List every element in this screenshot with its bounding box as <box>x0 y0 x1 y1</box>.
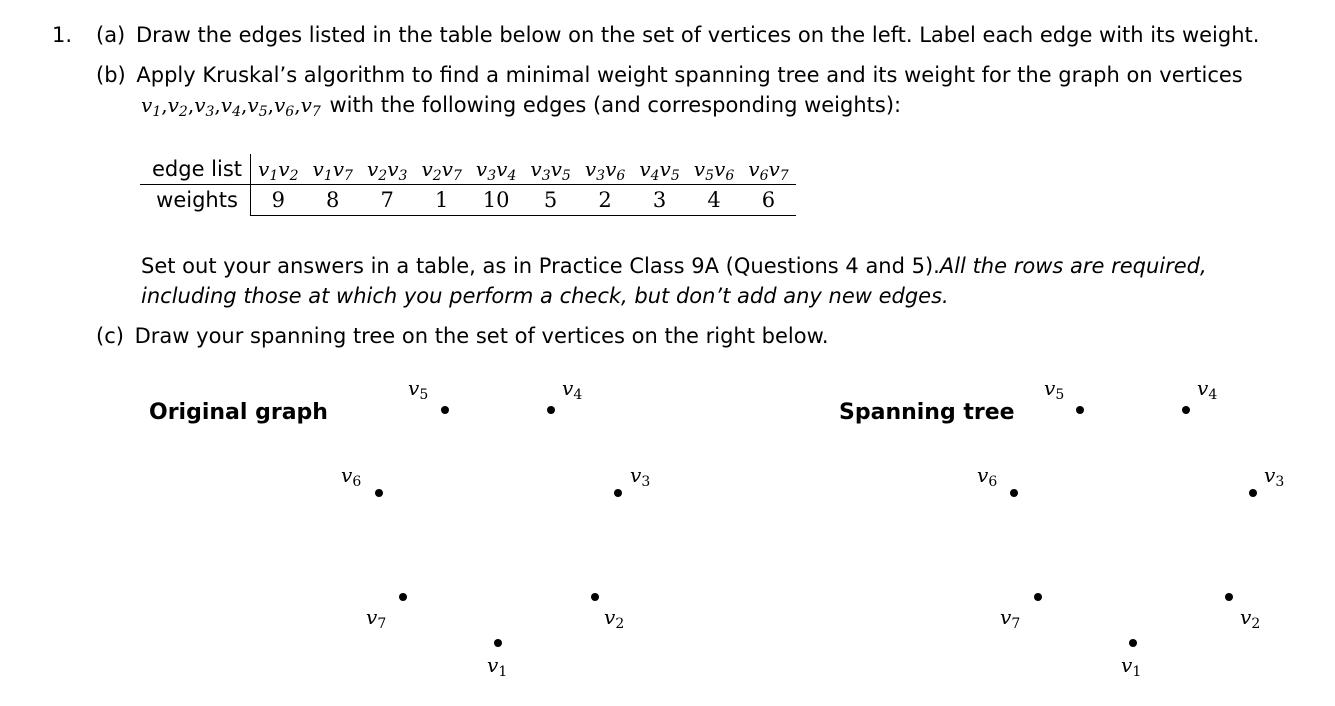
weight-cell: 2 <box>578 185 632 216</box>
vertex-list-item: $v_7$ <box>300 93 321 120</box>
part-a-text: Draw the edges listed in the table below on the set of vertices on the left. Label each edge with its weight. <box>135 23 1260 47</box>
orig-vertex-v2-label: $v_2$ <box>604 605 625 632</box>
orig-vertex-v4-dot[interactable] <box>547 406 555 414</box>
orig-vertex-v1-label: $v_1$ <box>487 653 508 680</box>
span-vertex-v2-dot[interactable] <box>1225 593 1233 601</box>
edge-cell: $v_3v_5$ <box>523 154 577 185</box>
span-vertex-v5-dot[interactable] <box>1076 406 1084 414</box>
orig-vertex-v3-label: $v_3$ <box>630 463 651 490</box>
part-c-text: Draw your spanning tree on the set of vertices on the right below. <box>134 324 829 348</box>
span-vertex-v1-dot[interactable] <box>1129 639 1137 647</box>
span-vertex-v7-dot[interactable] <box>1034 593 1042 601</box>
vertex-list-item: $v_4$ <box>220 93 242 120</box>
orig-vertex-v6-label: $v_6$ <box>341 463 362 490</box>
weights-row <box>140 185 796 216</box>
weight-cell: 7 <box>360 185 414 216</box>
instructions-italic-1: All the rows are required, <box>939 254 1207 278</box>
orig-vertex-v2-dot[interactable] <box>591 593 599 601</box>
edge-cell: $v_2v_3$ <box>360 154 414 185</box>
vertex-list-item: $v_2$ <box>167 93 188 120</box>
instructions-normal: Set out your answers in a table, as in Practice Class 9A (Questions 4 and 5). <box>141 254 940 278</box>
edge-cell: $v_5v_6$ <box>687 154 741 185</box>
vertex-list-item: $v_5$ <box>247 93 268 120</box>
part-b-line2-suffix: with the following edges (and corresponding weights): <box>329 93 902 117</box>
question-number: 1. <box>52 23 73 47</box>
edge-list-header: edge list <box>140 154 251 185</box>
span-vertex-v5-label: $v_5$ <box>1044 376 1065 403</box>
orig-vertex-v3-dot[interactable] <box>614 489 622 497</box>
weight-cell: 4 <box>687 185 741 216</box>
vertex-list: $v_1,v_2,v_3,v_4,v_5,v_6,v_7$ <box>141 93 321 120</box>
vertex-list-item: $v_6$ <box>273 93 295 120</box>
edge-cell: $v_3v_4$ <box>469 154 523 185</box>
weight-cell: 3 <box>632 185 686 216</box>
span-vertex-v6-dot[interactable] <box>1010 489 1018 497</box>
weight-cell: 5 <box>523 185 577 216</box>
orig-vertex-v5-dot[interactable] <box>441 406 449 414</box>
vertex-list-item: $v_3$ <box>194 93 215 120</box>
vertex-list-item: $v_1$ <box>141 93 162 120</box>
part-c <box>96 324 829 348</box>
span-vertex-v3-dot[interactable] <box>1249 489 1257 497</box>
edge-cell: $v_6v_7$ <box>741 154 795 185</box>
weight-cell: 6 <box>741 185 795 216</box>
orig-vertex-v4-label: $v_4$ <box>562 376 583 403</box>
orig-vertex-v5-label: $v_5$ <box>408 376 429 403</box>
edge-cell: $v_4v_5$ <box>632 154 686 185</box>
edge-cell: $v_3v_6$ <box>578 154 632 185</box>
edge-cell: $v_1v_7$ <box>306 154 360 185</box>
part-b-label: (b) <box>96 63 126 87</box>
span-vertex-v4-dot[interactable] <box>1182 406 1190 414</box>
orig-vertex-v1-dot[interactable] <box>494 639 502 647</box>
span-vertex-v2-label: $v_2$ <box>1240 605 1261 632</box>
weight-cell: 10 <box>469 185 523 216</box>
part-a-label: (a) <box>96 23 126 47</box>
span-vertex-v4-label: $v_4$ <box>1197 376 1218 403</box>
span-vertex-v1-label: $v_1$ <box>1121 653 1142 680</box>
part-a <box>96 23 1259 47</box>
orig-vertex-v7-dot[interactable] <box>399 593 407 601</box>
edge-weight-table <box>140 154 796 216</box>
instructions-line1 <box>141 254 1207 278</box>
part-b <box>96 63 1243 87</box>
weight-cell: 8 <box>306 185 360 216</box>
weights-header: weights <box>140 185 251 216</box>
part-c-label: (c) <box>96 324 124 348</box>
weight-cell: 1 <box>414 185 468 216</box>
original-graph-title: Original graph <box>149 400 328 425</box>
edge-cell: $v_1v_2$ <box>251 154 306 185</box>
weight-cell: 9 <box>251 185 306 216</box>
spanning-tree-title: Spanning tree <box>839 400 1015 425</box>
orig-vertex-v6-dot[interactable] <box>375 489 383 497</box>
instructions-line2: including those at which you perform a check, but don’t add any new edges. <box>141 284 949 308</box>
span-vertex-v6-label: $v_6$ <box>977 463 998 490</box>
edge-list-row <box>140 154 796 185</box>
part-b-line2 <box>141 93 902 120</box>
edge-cell: $v_2v_7$ <box>414 154 468 185</box>
part-b-line1: Apply Kruskal’s algorithm to find a minimal weight spanning tree and its weight for the graph on vertices <box>136 63 1243 87</box>
span-vertex-v7-label: $v_7$ <box>1000 605 1021 632</box>
span-vertex-v3-label: $v_3$ <box>1264 463 1285 490</box>
orig-vertex-v7-label: $v_7$ <box>366 605 387 632</box>
